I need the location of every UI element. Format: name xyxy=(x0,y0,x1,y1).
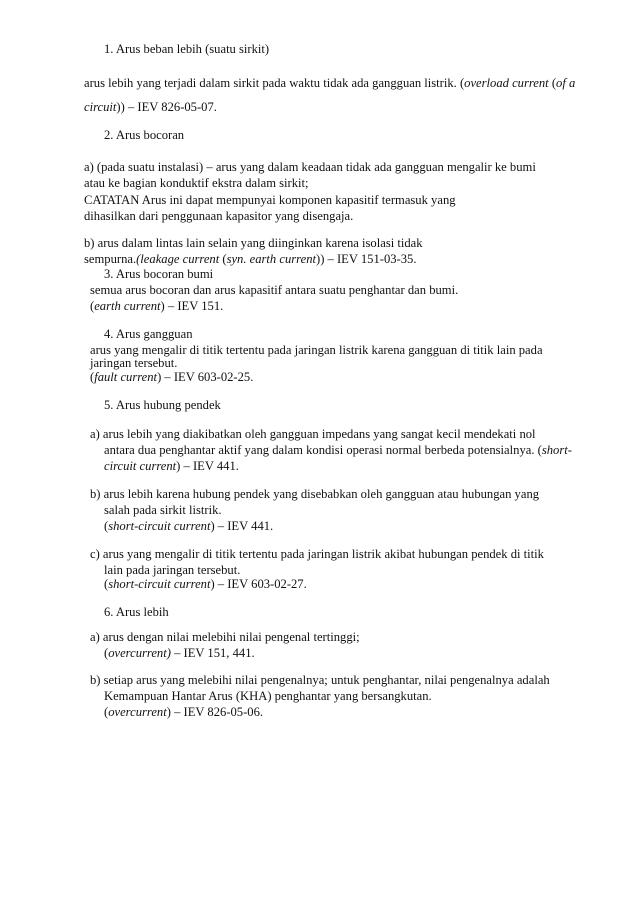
text-span: sempurna. xyxy=(84,252,137,266)
text-span: ) – IEV 603-02-25. xyxy=(157,370,254,384)
text-span: antara dua penghantar aktif yang dalam kondisi operasi normal berbeda potensialnya. ( xyxy=(104,443,542,457)
text-span: ) – IEV 441. xyxy=(176,459,239,473)
term-italic: of a xyxy=(556,76,576,90)
section-5-a-line-1: a) arus lebih yang diakibatkan oleh gangguan impedans yang sangat kecil mendekati nol xyxy=(90,427,536,441)
text-span: ( xyxy=(219,252,227,266)
section-1-text-line-1 xyxy=(84,76,575,90)
text-span: ( xyxy=(104,577,109,591)
section-4-line-1: arus yang mengalir di titik tertentu pada jaringan listrik karena gangguan di titik lain pada xyxy=(90,343,543,357)
section-2-a-line-2: atau ke bagian konduktif ekstra dalam sirkit; xyxy=(84,176,309,190)
text-span: ) – IEV 441. xyxy=(210,519,274,533)
section-2-a-line-1: a) (pada suatu instalasi) – arus yang dalam keadaan tidak ada gangguan mengalir ke bumi xyxy=(84,160,536,174)
section-6-a-line-1: a) arus dengan nilai melebihi nilai pengenal tertinggi; xyxy=(90,630,360,644)
text-span: ( xyxy=(104,705,109,719)
text-span: ( xyxy=(548,76,557,90)
term-italic: (leakage current xyxy=(136,252,220,266)
text-span: ) – IEV 603-02-27. xyxy=(210,577,307,591)
section-5-b-line-2: salah pada sirkit listrik. xyxy=(104,503,222,517)
text-span: ( xyxy=(90,370,95,384)
section-3-line-2 xyxy=(90,299,223,313)
section-2-b-line-2 xyxy=(84,252,417,266)
text-span: ) – IEV 151. xyxy=(160,299,224,313)
section-5-b-line-3 xyxy=(104,519,273,533)
term-italic: circuit current xyxy=(104,459,177,473)
section-4-line-2: jaringan tersebut. xyxy=(90,356,178,370)
section-1-text-line-2 xyxy=(84,100,217,114)
term-italic: overload current xyxy=(464,76,549,90)
section-2-b-line-1: b) arus dalam lintas lain selain yang diinginkan karena isolasi tidak xyxy=(84,236,423,250)
term-italic: short-circuit current xyxy=(108,519,211,533)
term-italic: earth current xyxy=(94,299,161,313)
term-italic: circuit xyxy=(84,100,117,114)
term-italic: overcurrent xyxy=(108,705,167,719)
section-2-note-line-2: dihasilkan dari penggunaan kapasitor yang disengaja. xyxy=(84,209,354,223)
section-6-heading: 6. Arus lebih xyxy=(104,605,169,619)
section-2-note-line-1: CATATAN Arus ini dapat mempunyai komponen kapasitif termasuk yang xyxy=(84,193,456,207)
section-4-line-3 xyxy=(90,370,253,384)
term-italic: syn. earth current xyxy=(226,252,316,266)
section-5-a-line-3 xyxy=(104,459,239,473)
text-span: ) – IEV 826-05-06. xyxy=(166,705,264,719)
text-span: ( xyxy=(90,299,95,313)
section-6-b-line-2: Kemampuan Hantar Arus (KHA) penghantar yang bersangkutan. xyxy=(104,689,432,703)
section-5-c-line-2: lain pada jaringan tersebut. xyxy=(104,563,241,577)
term-italic: overcurrent) xyxy=(108,646,171,660)
section-5-c-line-3 xyxy=(104,577,307,591)
term-italic: short-circuit current xyxy=(108,577,211,591)
section-5-a-line-2 xyxy=(104,443,572,457)
section-6-b-line-3 xyxy=(104,705,263,719)
section-4-heading: 4. Arus gangguan xyxy=(104,327,193,341)
section-5-c-line-1: c) arus yang mengalir di titik tertentu pada jaringan listrik akibat hubungan pendek di titik xyxy=(90,547,544,561)
text-span: – IEV 151, 441. xyxy=(170,646,255,660)
text-span: arus lebih yang terjadi dalam sirkit pada waktu tidak ada gangguan listrik. ( xyxy=(84,76,465,90)
section-3-line-1: semua arus bocoran dan arus kapasitif antara suatu penghantar dan bumi. xyxy=(90,283,459,297)
text-span: ( xyxy=(104,646,109,660)
text-span: )) – IEV 151-03-35. xyxy=(316,252,417,266)
section-2-heading: 2. Arus bocoran xyxy=(104,128,185,142)
section-3-heading: 3. Arus bocoran bumi xyxy=(104,267,214,281)
section-1-heading: 1. Arus beban lebih (suatu sirkit) xyxy=(104,42,270,56)
section-5-heading: 5. Arus hubung pendek xyxy=(104,398,221,412)
term-italic: short- xyxy=(541,443,572,457)
text-span: )) – IEV 826-05-07. xyxy=(116,100,217,114)
section-6-a-line-2 xyxy=(104,646,255,660)
term-italic: fault current xyxy=(94,370,158,384)
text-span: ( xyxy=(104,519,109,533)
section-6-b-line-1: b) setiap arus yang melebihi nilai pengenalnya; untuk penghantar, nilai pengenalnya adalah xyxy=(90,673,550,687)
section-5-b-line-1: b) arus lebih karena hubung pendek yang disebabkan oleh gangguan atau hubungan yang xyxy=(90,487,540,501)
